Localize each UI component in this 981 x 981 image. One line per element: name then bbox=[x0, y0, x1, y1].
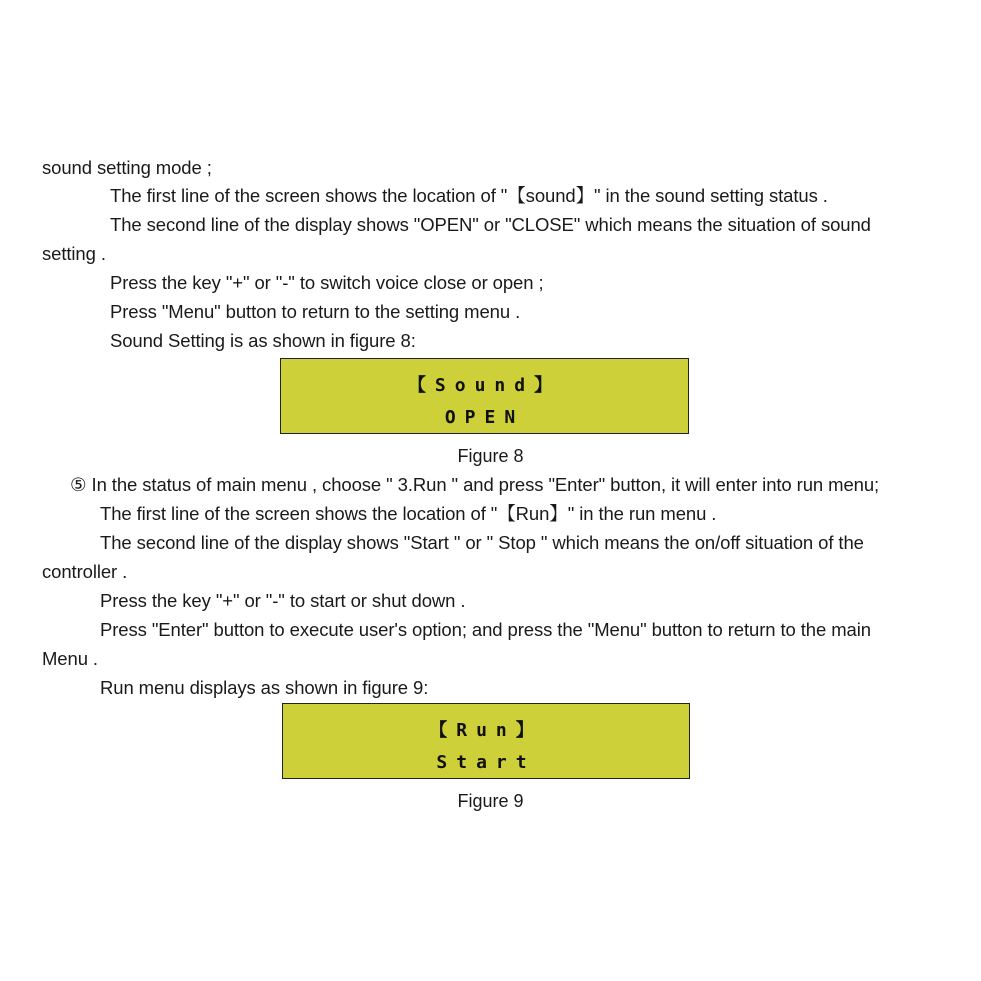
sound-second-line-text-cont: setting . bbox=[42, 243, 106, 264]
run-second-line-text: The second line of the display shows "Start " or " Stop " which means the on/off situation of the bbox=[100, 532, 864, 553]
lcd-line-1: 【Sound】 bbox=[407, 375, 562, 396]
lcd-line-2: OPEN bbox=[444, 407, 525, 428]
sound-second-line-text: The second line of the display shows "OPEN" or "CLOSE" which means the situation of sound bbox=[110, 214, 871, 235]
lcd-display-figure-9 bbox=[282, 703, 690, 779]
run-press-key-text: Press the key "+" or "-" to start or shut down . bbox=[100, 590, 466, 611]
run-second-line-text-cont: controller . bbox=[42, 561, 128, 582]
lcd-line-2: Start bbox=[436, 752, 536, 773]
run-press-enter-text: Press "Enter" button to execute user's option; and press the "Menu" button to return to the main bbox=[100, 619, 871, 640]
sound-first-line-text: The first line of the screen shows the location of "【sound】" in the sound setting status . bbox=[110, 185, 828, 206]
figure-9-caption: Figure 9 bbox=[457, 791, 524, 811]
lcd-line-1: 【Run】 bbox=[429, 720, 543, 741]
run-press-enter-text-cont: Menu . bbox=[42, 648, 98, 669]
sound-press-menu-text: Press "Menu" button to return to the setting menu . bbox=[110, 301, 521, 322]
run-step-text: ⑤ In the status of main menu , choose " 3.Run " and press "Enter" button, it will enter into run menu; bbox=[70, 474, 880, 495]
sound-figure-reference: Sound Setting is as shown in figure 8: bbox=[110, 330, 416, 351]
run-figure-reference: Run menu displays as shown in figure 9: bbox=[100, 677, 429, 698]
figure-8-caption: Figure 8 bbox=[457, 446, 524, 466]
lcd-display-figure-8 bbox=[280, 358, 689, 434]
run-first-line-text: The first line of the screen shows the location of "【Run】" in the run menu . bbox=[100, 503, 717, 524]
sound-press-key-text: Press the key "+" or "-" to switch voice close or open ; bbox=[110, 272, 544, 293]
sound-setting-intro: sound setting mode ; bbox=[42, 157, 212, 178]
